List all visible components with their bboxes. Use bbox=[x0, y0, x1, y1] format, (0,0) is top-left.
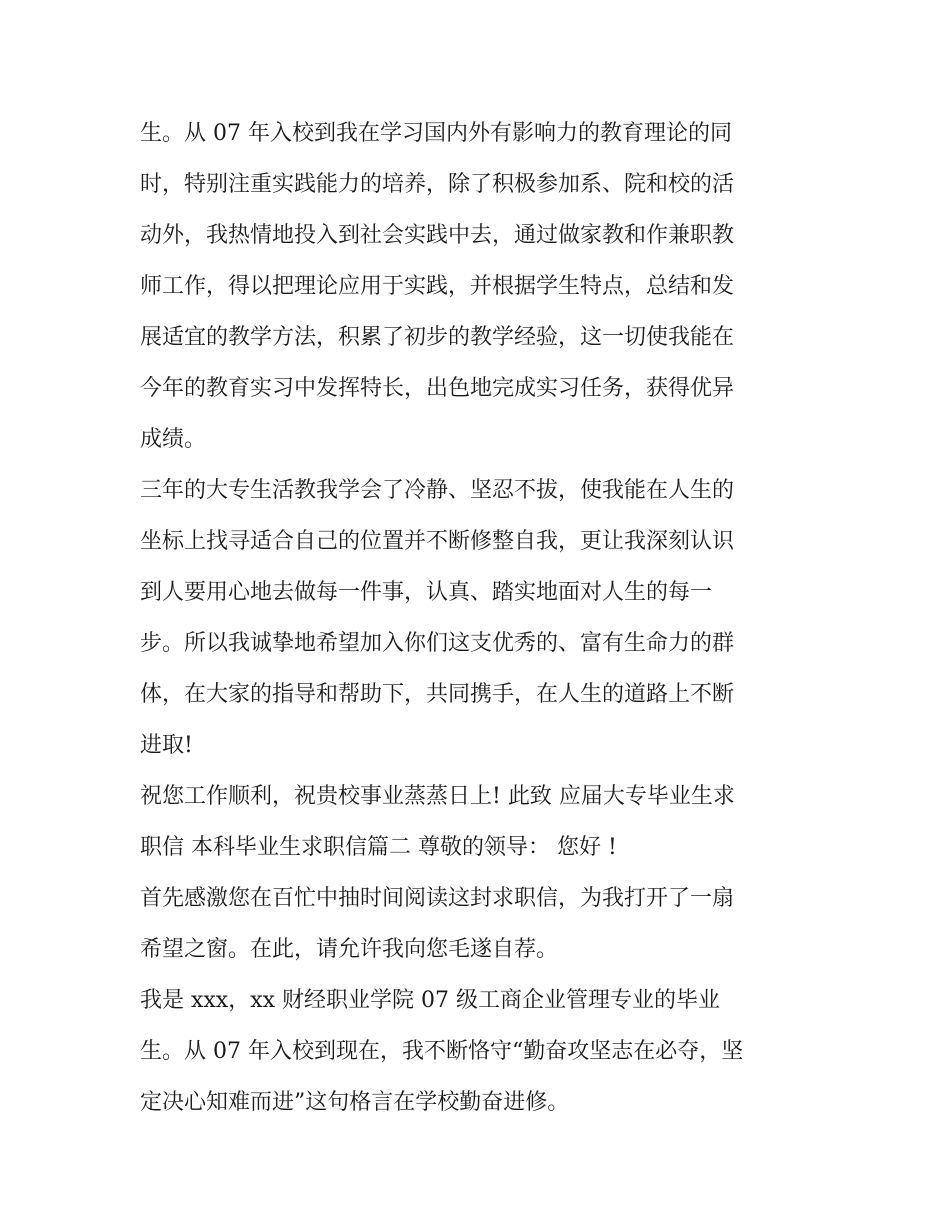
text-line: 展适宜的教学方法，积累了初步的教学经验，这一切使我能在 bbox=[140, 325, 735, 350]
text-line: 成绩。 bbox=[140, 427, 207, 452]
text-line: 到人要用心地去做每一件事，认真、踏实地面对人生的每一 bbox=[140, 580, 713, 605]
text-line: 首先感激您在百忙中抽时间阅读这封求职信，为我打开了一扇 bbox=[140, 886, 735, 911]
text-line: 定决心知难而进”这句格言在学校勤奋进修。 bbox=[140, 1090, 570, 1115]
text-line: 生。从 07 年入校到现在，我不断恪守“勤奋攻坚志在必夺，坚 bbox=[140, 1039, 744, 1064]
text-line: 师工作，得以把理论应用于实践，并根据学生特点，总结和发 bbox=[140, 274, 735, 299]
document-body bbox=[140, 108, 820, 1128]
text-line: 时，特别注重实践能力的培养，除了积极参加系、院和校的活 bbox=[140, 172, 735, 197]
text-line: 坐标上找寻适合自己的位置并不断修整自我，更让我深刻认识 bbox=[140, 529, 735, 554]
text-line: 祝您工作顺利，祝贵校事业蒸蒸日上! 此致 应届大专毕业生求 bbox=[140, 784, 735, 809]
text-line: 我是 xxx，xx 财经职业学院 07 级工商企业管理专业的毕业 bbox=[140, 988, 721, 1013]
text-line: 生。从 07 年入校到我在学习国内外有影响力的教育理论的同 bbox=[140, 121, 732, 146]
text-line: 职信 本科毕业生求职信篇二 尊敬的领导： 您好 ! bbox=[140, 835, 617, 860]
text-line: 进取! bbox=[140, 733, 193, 758]
text-line: 步。所以我诚挚地希望加入你们这支优秀的、富有生命力的群 bbox=[140, 631, 735, 656]
text-line: 体，在大家的指导和帮助下，共同携手，在人生的道路上不断 bbox=[140, 682, 735, 707]
text-line: 希望之窗。在此，请允许我向您毛遂自荐。 bbox=[140, 937, 559, 962]
text-line: 三年的大专生活教我学会了冷静、坚忍不拔，使我能在人生的 bbox=[140, 478, 735, 503]
text-line: 动外，我热情地投入到社会实践中去，通过做家教和作兼职教 bbox=[140, 223, 735, 248]
text-line: 今年的教育实习中发挥特长，出色地完成实习任务，获得优异 bbox=[140, 376, 735, 401]
